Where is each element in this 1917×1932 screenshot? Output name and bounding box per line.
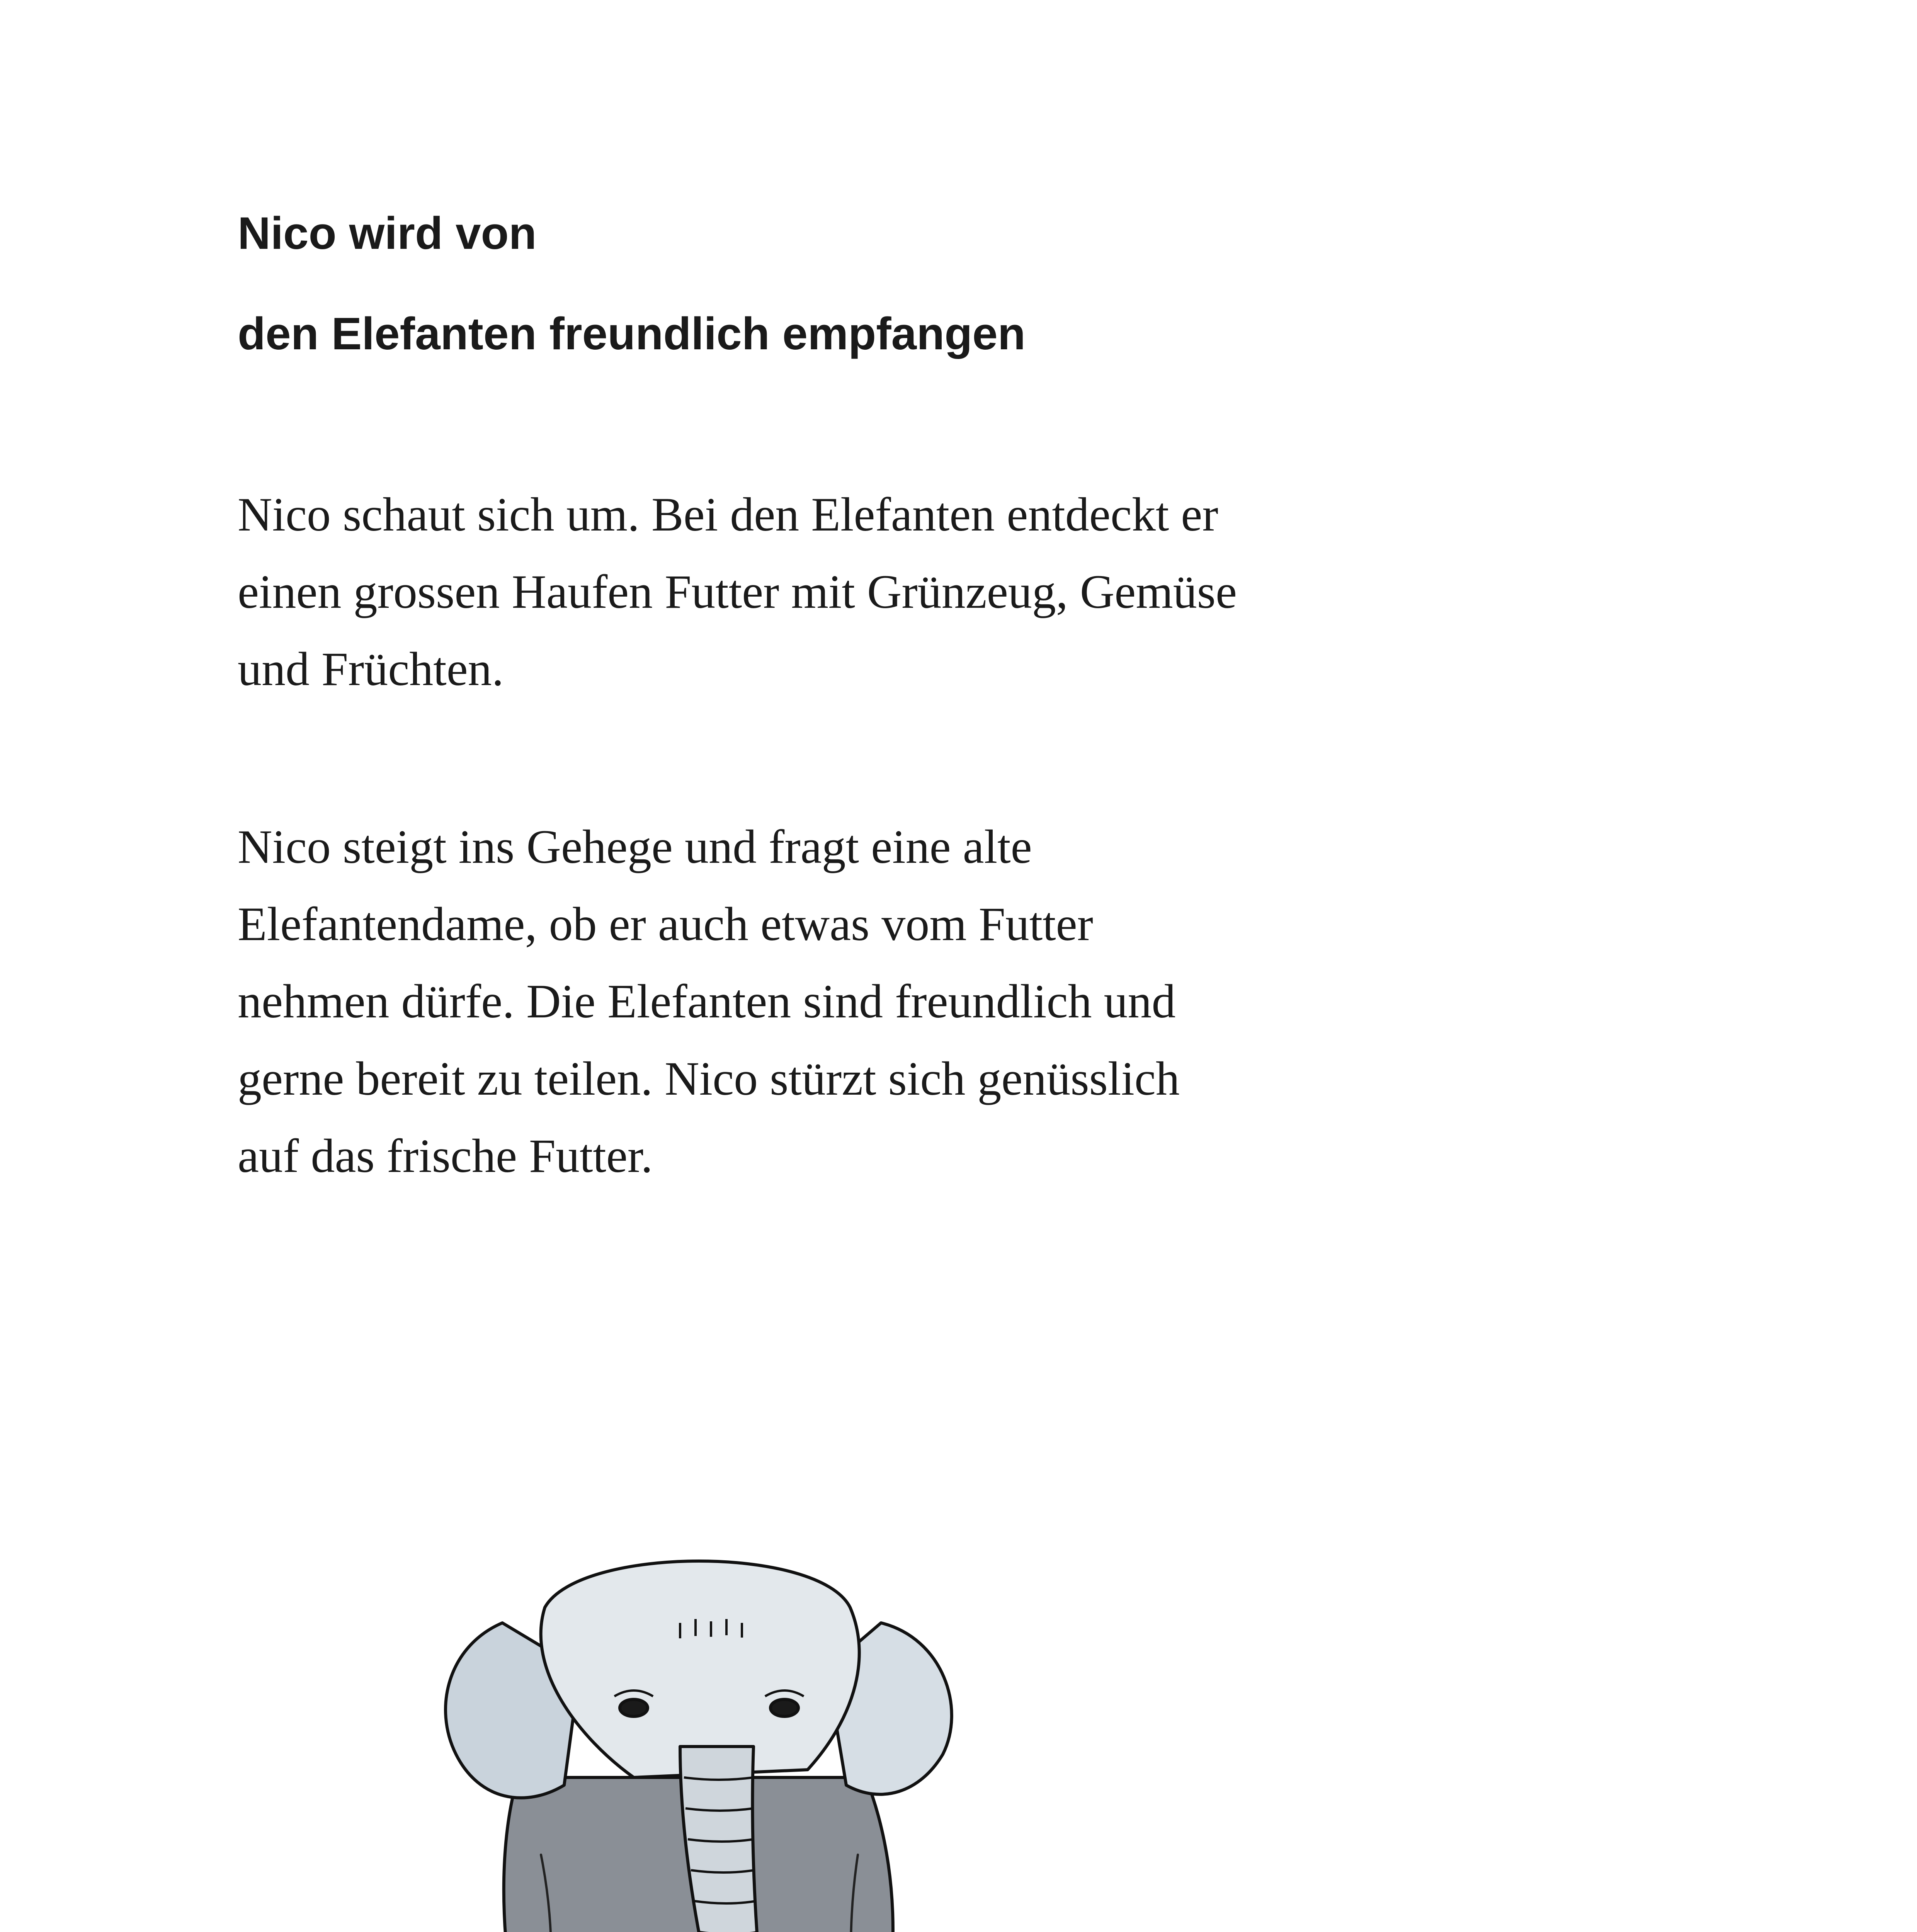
paragraph-1 [238, 476, 1513, 708]
elephant-illustration [363, 1507, 1190, 1932]
paragraph-2-line-5: auf das frische Futter. [238, 1129, 653, 1182]
paragraph-2-line-4: gerne bereit zu teilen. Nico stürzt sich genüsslich [238, 1052, 1180, 1105]
paragraph-2-line-1: Nico steigt ins Gehege und fragt eine alte [238, 820, 1032, 873]
paragraph-1-line-3: und Früchten. [238, 643, 504, 696]
title-line-1: Nico wird von [238, 208, 537, 259]
paragraph-1-line-1: Nico schaut sich um. Bei den Elefanten entdeckt er [238, 488, 1218, 541]
paragraph-2-line-2: Elefantendame, ob er auch etwas vom Futter [238, 898, 1093, 951]
paragraph-2 [238, 808, 1513, 1195]
paragraph-1-line-2: einen grossen Haufen Futter mit Grünzeug, Gemüse [238, 565, 1237, 618]
paragraph-2-line-3: nehmen dürfe. Die Elefanten sind freundlich und [238, 975, 1176, 1028]
title-line-2: den Elefanten freundlich empfangen [238, 308, 1026, 359]
